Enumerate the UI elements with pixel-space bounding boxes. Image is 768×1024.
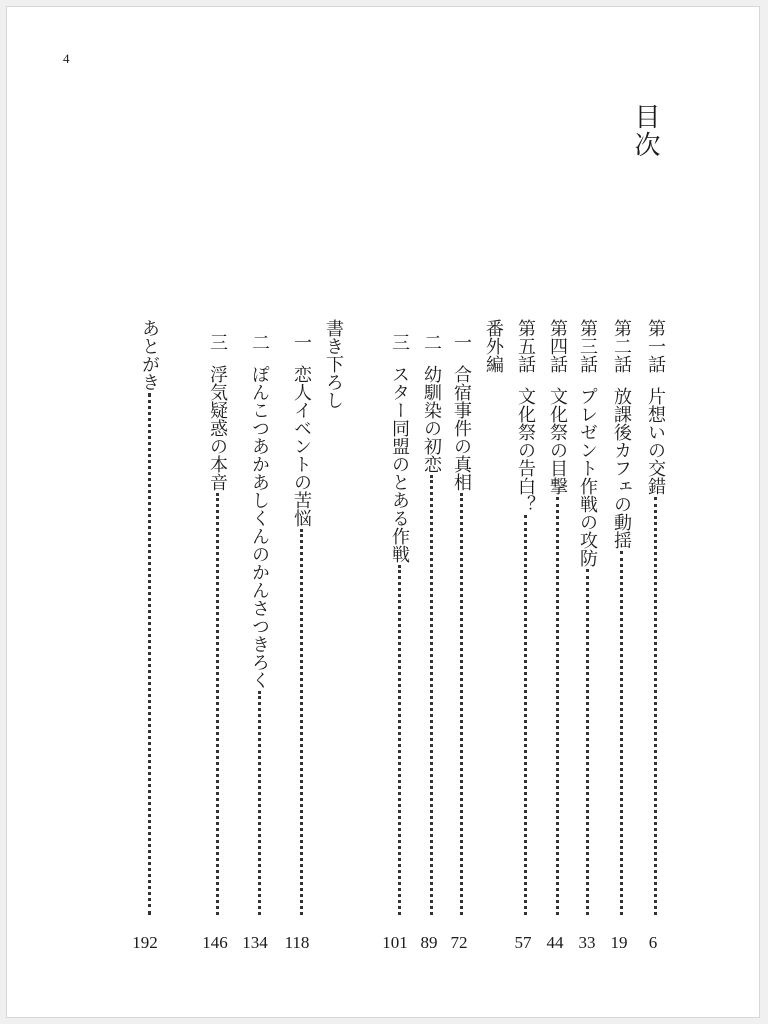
- dot-leader: [148, 393, 151, 915]
- page-ref: 134: [242, 933, 268, 952]
- page-number: 4: [63, 51, 70, 66]
- section-heading-kakioroshi: [321, 319, 345, 919]
- chapter-title: 文化祭の告白？: [515, 387, 536, 513]
- page-ref: 118: [284, 933, 310, 952]
- page-ref: 33: [578, 933, 596, 952]
- dot-leader: [258, 691, 261, 915]
- page-ref: 89: [420, 933, 438, 952]
- item-number: 三: [389, 333, 410, 351]
- item-title: 浮気疑惑の本音: [207, 365, 228, 491]
- chapter-title: プレゼント作戦の攻防: [577, 387, 598, 567]
- section-heading: 番外編: [483, 319, 504, 373]
- page-ref: 57: [514, 933, 532, 952]
- page-ref: 72: [450, 933, 468, 952]
- dot-leader: [556, 497, 559, 915]
- section-heading-bangai: [481, 319, 505, 919]
- toc-entry[interactable]: [289, 319, 313, 919]
- chapter-number: 第三話: [577, 319, 598, 373]
- chapter-number: 第四話: [547, 319, 568, 373]
- chapter-title: 文化祭の目撃: [547, 387, 568, 495]
- item-title: 恋人イベントの苦悩: [291, 365, 312, 527]
- chapter-number: 第一話: [645, 319, 666, 373]
- page-ref: 101: [382, 933, 408, 952]
- chapter-title: 放課後カフェの動揺: [611, 387, 632, 549]
- item-title: 幼馴染の初恋: [421, 365, 442, 473]
- afterword-title: あとがき: [139, 319, 160, 391]
- toc-entry[interactable]: [545, 319, 569, 919]
- dot-leader: [524, 515, 527, 915]
- dot-leader: [586, 569, 589, 915]
- dot-leader: [216, 493, 219, 915]
- dot-leader: [300, 529, 303, 915]
- toc-entry[interactable]: [419, 319, 443, 919]
- toc-entry[interactable]: [387, 319, 411, 919]
- chapter-title: 片想いの交錯: [645, 387, 666, 495]
- page-ref: 146: [202, 933, 228, 952]
- chapter-number: 第五話: [515, 319, 536, 373]
- item-number: 三: [207, 333, 228, 351]
- toc-entry[interactable]: [205, 319, 229, 919]
- toc-entry[interactable]: [137, 319, 161, 919]
- toc-entry[interactable]: [575, 319, 599, 919]
- toc-entry[interactable]: [643, 319, 667, 919]
- item-number: 二: [421, 333, 442, 351]
- page-ref: 19: [610, 933, 628, 952]
- item-number: 一: [451, 333, 472, 351]
- dot-leader: [398, 565, 401, 915]
- item-title: スター同盟のとある作戦: [389, 365, 410, 563]
- item-title: ぽんこつあかあしくんのかんさつきろく: [249, 365, 270, 689]
- toc-entry[interactable]: [609, 319, 633, 919]
- dot-leader: [620, 551, 623, 915]
- dot-leader: [460, 493, 463, 915]
- toc-entry[interactable]: [449, 319, 473, 919]
- book-page: [6, 6, 760, 1018]
- section-heading: 書き下ろし: [323, 319, 344, 409]
- page-ref: 44: [546, 933, 564, 952]
- toc-title: 目次: [630, 103, 660, 159]
- chapter-number: 第二話: [611, 319, 632, 373]
- dot-leader: [654, 497, 657, 915]
- item-title: 合宿事件の真相: [451, 365, 472, 491]
- page-ref: 192: [132, 933, 158, 952]
- toc-entry[interactable]: [513, 319, 537, 919]
- item-number: 一: [291, 333, 312, 351]
- item-number: 二: [249, 333, 270, 351]
- page-ref: 6: [648, 933, 658, 952]
- dot-leader: [430, 475, 433, 915]
- toc-entry[interactable]: [247, 319, 271, 919]
